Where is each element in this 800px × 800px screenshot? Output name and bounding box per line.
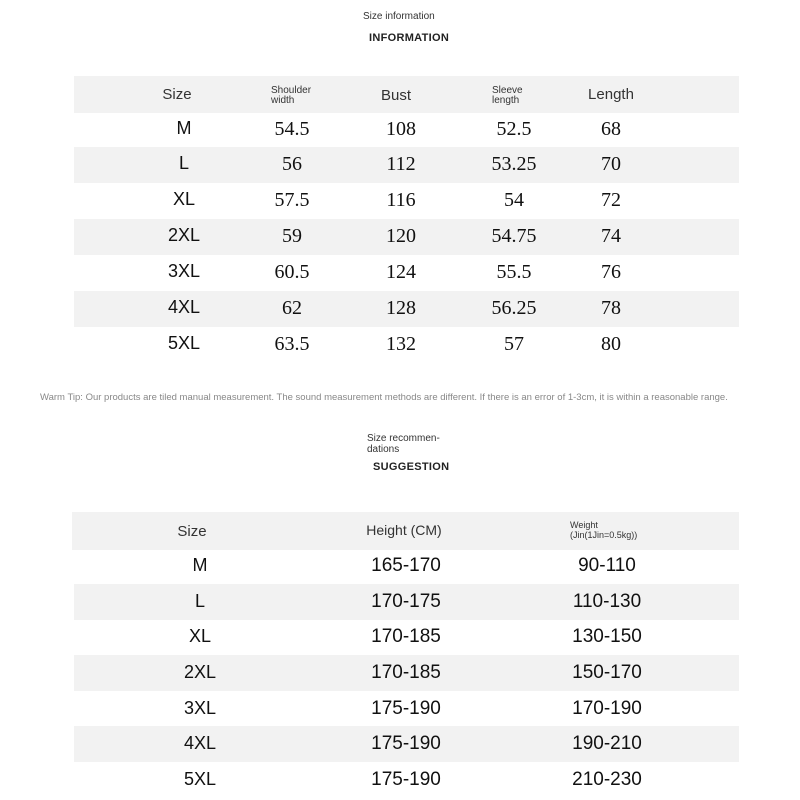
suggestion-title-line1: Size recommen-: [367, 433, 440, 444]
header-sleeve-line2: length: [492, 95, 520, 106]
weight-cell: 110-130: [572, 591, 642, 612]
header-height: Height (CM): [366, 522, 442, 538]
header-weight-line1: Weight: [570, 520, 598, 530]
warm-tip: Warm Tip: Our products are tiled manual measurement. The sound measurement methods are different. If there is an error of 1-3cm, it is within a reasonable range.: [40, 392, 728, 403]
height-cell: 170-175: [371, 591, 441, 612]
measurement-cell: 56.25: [491, 297, 537, 319]
measurement-cell: 59: [282, 225, 302, 247]
header-size: Size: [162, 86, 192, 103]
measurement-cell: 108: [386, 118, 416, 140]
header-length: Length: [588, 86, 634, 103]
measurement-cell: 60.5: [274, 261, 310, 283]
height-cell: 170-185: [371, 662, 441, 683]
measurement-cell: 63.5: [274, 333, 310, 355]
header-weight-line2: (Jin(1Jin=0.5kg)): [570, 530, 638, 540]
measurement-cell: 72: [601, 189, 621, 211]
measurement-cell: 52.5: [496, 118, 532, 140]
measurement-cell: 132: [386, 333, 416, 355]
measurement-cell: 57: [504, 333, 524, 355]
header-sleeve-line1: Sleeve: [492, 85, 523, 96]
size-label-cell: L: [194, 591, 206, 611]
size-label-cell: 3XL: [183, 698, 217, 718]
header-shoulder-line1: Shoulder: [271, 85, 312, 96]
measurement-cell: 74: [601, 225, 621, 247]
measurement-cell: 70: [601, 153, 621, 175]
measurement-cell: 128: [386, 297, 416, 319]
size-label-cell: XL: [172, 189, 196, 209]
height-cell: 165-170: [371, 555, 441, 576]
weight-cell: 190-210: [572, 733, 642, 754]
measurement-cell: 57.5: [274, 189, 310, 211]
size-label-cell: 3XL: [167, 261, 201, 281]
height-cell: 175-190: [371, 733, 441, 754]
measurement-cell: 116: [386, 189, 416, 211]
suggestion-title-en: SUGGESTION: [373, 461, 450, 473]
measurement-cell: 54.75: [491, 225, 537, 247]
info-title: Size information: [363, 11, 435, 22]
height-cell: 175-190: [371, 698, 441, 719]
size-label-cell: L: [178, 153, 190, 173]
measurement-cell: 76: [601, 261, 621, 283]
measurement-cell: 68: [601, 118, 621, 140]
header-weight: [570, 520, 637, 540]
size-label-cell: M: [192, 555, 208, 575]
measurement-cell: 55.5: [496, 261, 532, 283]
weight-cell: 170-190: [572, 698, 642, 719]
measurement-cell: 78: [601, 297, 621, 319]
height-cell: 175-190: [371, 769, 441, 790]
measurement-cell: 112: [386, 153, 416, 175]
header-shoulder-width: [271, 86, 311, 106]
header-bust: Bust: [380, 87, 412, 104]
size-label-cell: M: [176, 118, 192, 138]
height-cell: 170-185: [371, 626, 441, 647]
weight-cell: 150-170: [572, 662, 642, 683]
measurement-cell: 54: [504, 189, 524, 211]
measurement-cell: 124: [386, 261, 416, 283]
header-size: Size: [177, 523, 207, 540]
measurement-cell: 53.25: [491, 153, 537, 175]
header-sleeve-length: [492, 86, 523, 106]
suggestion-title-line2: dations: [367, 444, 400, 455]
size-label-cell: 2XL: [167, 225, 201, 245]
weight-cell: 210-230: [572, 769, 642, 790]
size-label-cell: 4XL: [183, 733, 217, 753]
measurement-cell: 54.5: [274, 118, 310, 140]
measurement-cell: 80: [601, 333, 621, 355]
size-label-cell: 2XL: [183, 662, 217, 682]
measurement-cell: 120: [386, 225, 416, 247]
size-label-cell: 5XL: [183, 769, 217, 789]
suggestion-title: [367, 433, 440, 455]
measurement-cell: 56: [282, 153, 302, 175]
info-title-en: INFORMATION: [369, 32, 450, 44]
weight-cell: 130-150: [572, 626, 642, 647]
size-label-cell: 5XL: [167, 333, 201, 353]
size-label-cell: XL: [188, 626, 212, 646]
header-shoulder-line2: width: [271, 95, 295, 106]
size-label-cell: 4XL: [167, 297, 201, 317]
measurement-cell: 62: [282, 297, 302, 319]
weight-cell: 90-110: [578, 555, 636, 576]
